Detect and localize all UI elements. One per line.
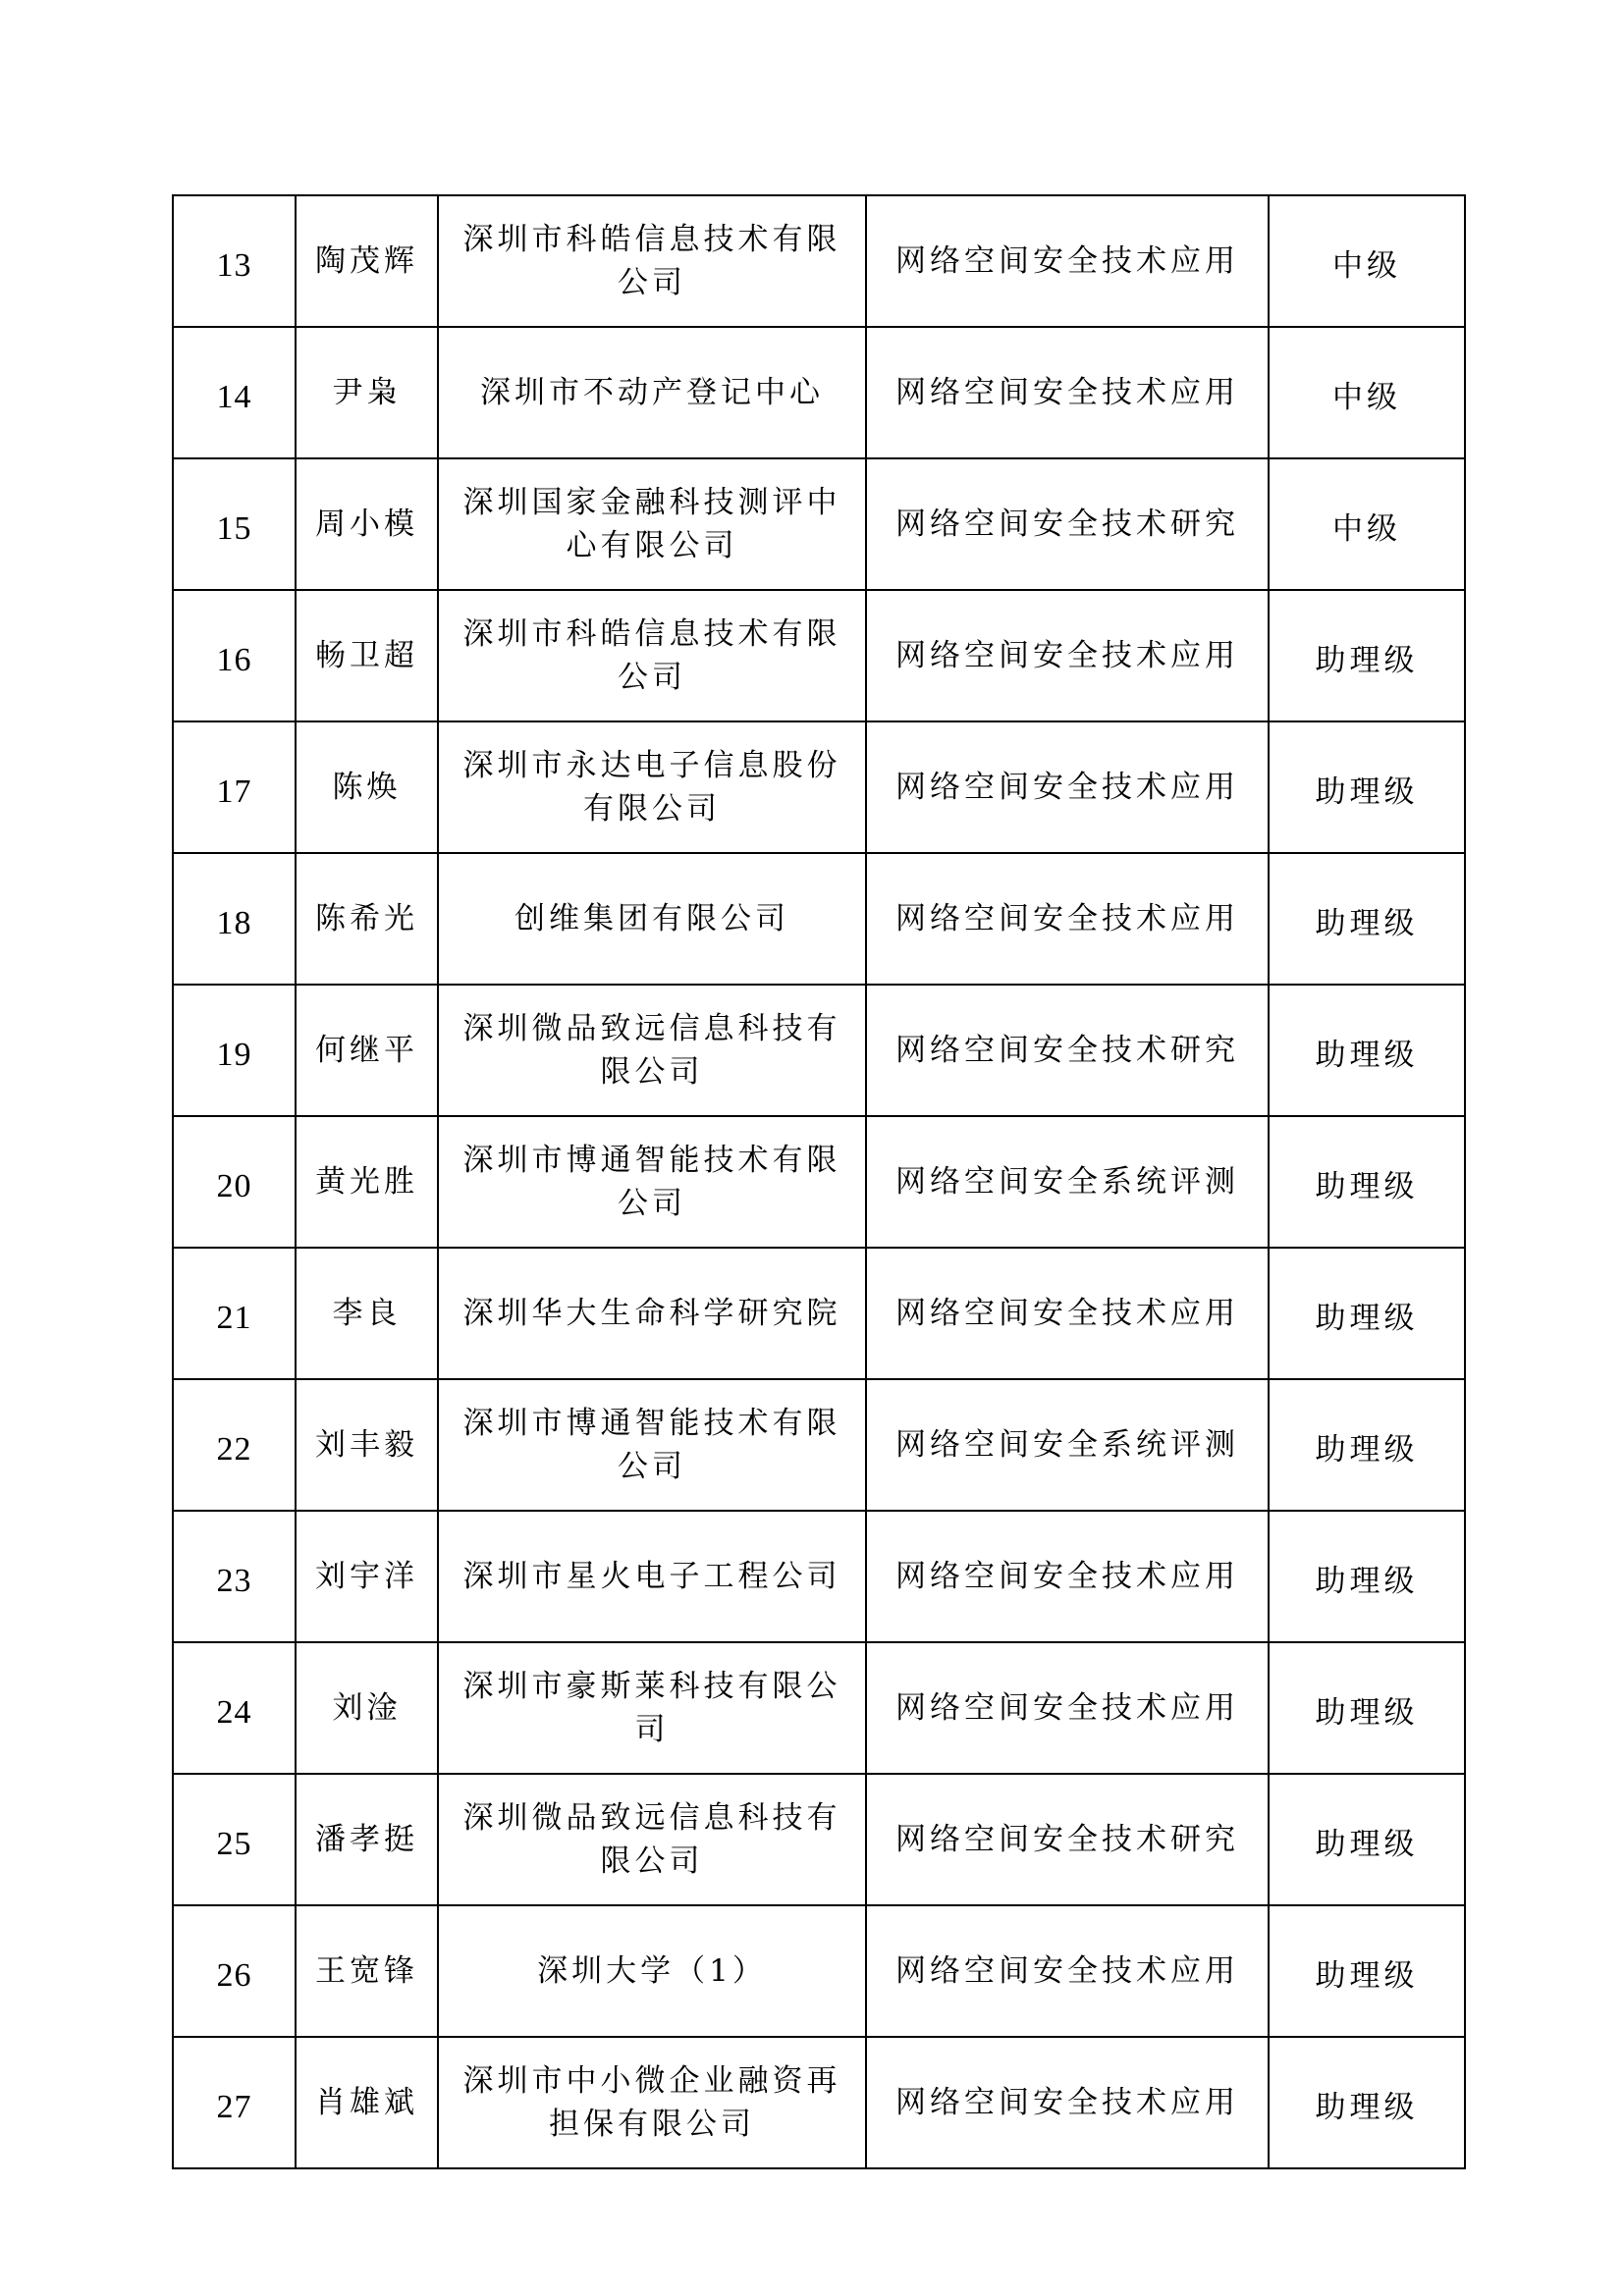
specialty-field: 网络空间安全技术研究: [866, 1774, 1269, 1905]
title-level: 助理级: [1269, 1774, 1465, 1905]
specialty-field: 网络空间安全技术应用: [866, 590, 1269, 721]
specialty-field: 网络空间安全技术应用: [866, 2037, 1269, 2168]
table-row: [173, 2037, 1465, 2168]
row-number: 27: [173, 2037, 296, 2168]
organization-name: 深圳华大生命科学研究院: [438, 1248, 866, 1379]
specialty-field: 网络空间安全技术应用: [866, 853, 1269, 985]
person-name: 刘宇洋: [296, 1511, 438, 1642]
title-level: 助理级: [1269, 590, 1465, 721]
row-number: 14: [173, 327, 296, 458]
title-level: 助理级: [1269, 1248, 1465, 1379]
table-row: [173, 590, 1465, 721]
person-name: 王宽锋: [296, 1905, 438, 2037]
row-number: 15: [173, 458, 296, 590]
row-number: 24: [173, 1642, 296, 1774]
title-level: 助理级: [1269, 985, 1465, 1116]
table-row: [173, 1905, 1465, 2037]
person-name: 陈希光: [296, 853, 438, 985]
table-row: [173, 458, 1465, 590]
row-number: 17: [173, 721, 296, 853]
title-level: 助理级: [1269, 721, 1465, 853]
organization-name: 深圳市科皓信息技术有限公司: [438, 590, 866, 721]
table-row: [173, 721, 1465, 853]
row-number: 26: [173, 1905, 296, 2037]
title-level: 助理级: [1269, 1116, 1465, 1248]
row-number: 16: [173, 590, 296, 721]
table-row: [173, 1248, 1465, 1379]
row-number: 13: [173, 195, 296, 327]
specialty-field: 网络空间安全技术研究: [866, 985, 1269, 1116]
organization-name: 深圳市科皓信息技术有限公司: [438, 195, 866, 327]
organization-name: 深圳市豪斯莱科技有限公司: [438, 1642, 866, 1774]
title-level: 助理级: [1269, 1379, 1465, 1511]
title-level: 助理级: [1269, 1905, 1465, 2037]
person-name: 尹枭: [296, 327, 438, 458]
specialty-field: 网络空间安全技术应用: [866, 721, 1269, 853]
organization-name: 深圳市永达电子信息股份有限公司: [438, 721, 866, 853]
organization-name: 深圳微品致远信息科技有限公司: [438, 1774, 866, 1905]
organization-name: 深圳微品致远信息科技有限公司: [438, 985, 866, 1116]
organization-name: 深圳国家金融科技测评中心有限公司: [438, 458, 866, 590]
specialty-field: 网络空间安全技术应用: [866, 1511, 1269, 1642]
row-number: 20: [173, 1116, 296, 1248]
person-name: 周小模: [296, 458, 438, 590]
title-level: 中级: [1269, 195, 1465, 327]
title-level: 助理级: [1269, 853, 1465, 985]
specialty-field: 网络空间安全技术应用: [866, 1642, 1269, 1774]
person-name: 畅卫超: [296, 590, 438, 721]
organization-name: 创维集团有限公司: [438, 853, 866, 985]
table-row: [173, 853, 1465, 985]
title-level: 中级: [1269, 327, 1465, 458]
title-level: 中级: [1269, 458, 1465, 590]
person-name: 刘淦: [296, 1642, 438, 1774]
row-number: 25: [173, 1774, 296, 1905]
row-number: 19: [173, 985, 296, 1116]
row-number: 23: [173, 1511, 296, 1642]
row-number: 21: [173, 1248, 296, 1379]
roster-table: [172, 194, 1466, 2169]
specialty-field: 网络空间安全技术应用: [866, 1248, 1269, 1379]
specialty-field: 网络空间安全技术应用: [866, 327, 1269, 458]
title-level: 助理级: [1269, 2037, 1465, 2168]
title-level: 助理级: [1269, 1642, 1465, 1774]
person-name: 李良: [296, 1248, 438, 1379]
specialty-field: 网络空间安全技术应用: [866, 195, 1269, 327]
person-name: 肖雄斌: [296, 2037, 438, 2168]
organization-name: 深圳市博通智能技术有限公司: [438, 1379, 866, 1511]
organization-name: 深圳市不动产登记中心: [438, 327, 866, 458]
title-level: 助理级: [1269, 1511, 1465, 1642]
person-name: 陈焕: [296, 721, 438, 853]
table-row: [173, 1116, 1465, 1248]
person-name: 陶茂辉: [296, 195, 438, 327]
specialty-field: 网络空间安全系统评测: [866, 1116, 1269, 1248]
person-name: 黄光胜: [296, 1116, 438, 1248]
row-number: 22: [173, 1379, 296, 1511]
table-row: [173, 1379, 1465, 1511]
organization-name: 深圳市星火电子工程公司: [438, 1511, 866, 1642]
table-row: [173, 327, 1465, 458]
table-row: [173, 195, 1465, 327]
specialty-field: 网络空间安全技术研究: [866, 458, 1269, 590]
specialty-field: 网络空间安全技术应用: [866, 1905, 1269, 2037]
table-row: [173, 1774, 1465, 1905]
table-row: [173, 1642, 1465, 1774]
person-name: 何继平: [296, 985, 438, 1116]
table-row: [173, 1511, 1465, 1642]
person-name: 刘丰毅: [296, 1379, 438, 1511]
person-name: 潘孝挺: [296, 1774, 438, 1905]
row-number: 18: [173, 853, 296, 985]
specialty-field: 网络空间安全系统评测: [866, 1379, 1269, 1511]
organization-name: 深圳市中小微企业融资再担保有限公司: [438, 2037, 866, 2168]
organization-name: 深圳市博通智能技术有限公司: [438, 1116, 866, 1248]
table-row: [173, 985, 1465, 1116]
organization-name: 深圳大学（1）: [438, 1905, 866, 2037]
